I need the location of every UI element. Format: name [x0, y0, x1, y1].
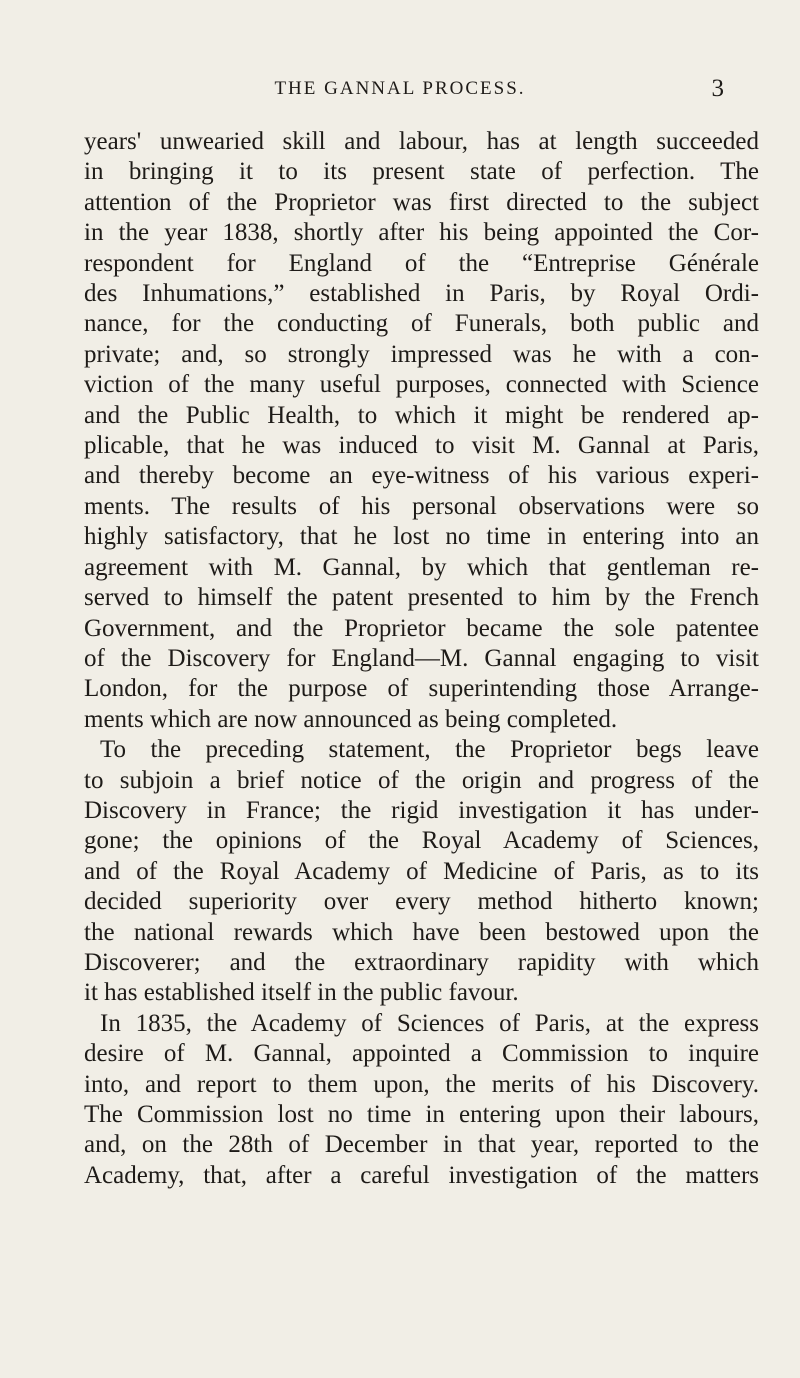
text-line: years' unwearied skill and labour, has at length succeeded [84, 128, 759, 155]
text-line: nance, for the conducting of Funerals, both public and [84, 310, 759, 338]
text-line: Academy, that, after a careful investigation of the matters [84, 1161, 759, 1189]
text-line: Government, and the Proprietor became the sole patentee [84, 614, 759, 642]
text-line: it has established itself in the public favour. [84, 979, 519, 1007]
text-line: The Commission lost no time in entering upon their labours, [84, 1101, 759, 1128]
text-line: decided superiority over every method hitherto known; [84, 888, 759, 916]
text-line: Discovery in France; the rigid investigation it has under- [84, 796, 759, 824]
page-header [0, 75, 800, 106]
text-line: ments which are now announced as being completed. [84, 705, 618, 733]
text-line: ments. The results of his personal observations were so [84, 492, 759, 520]
paragraph-1 [84, 127, 759, 735]
text-line: and, on the 28th of December in that year, reported to the [84, 1131, 759, 1159]
text-line: into, and report to them upon, the merits of his Discovery. [84, 1070, 759, 1098]
text-line: to subjoin a brief notice of the origin and progress of the [84, 766, 759, 794]
paragraph-3 [84, 1009, 759, 1191]
text-line: Discoverer; and the extraordinary rapidity with which [84, 948, 759, 976]
running-title: THE GANNAL PROCESS. [274, 78, 526, 99]
text-line: attention of the Proprietor was first directed to the subject [84, 188, 759, 216]
text-line: London, for the purpose of superintending those Arrange- [84, 675, 759, 703]
text-line: private; and, so strongly impressed was he with a con- [84, 340, 759, 368]
text-line: viction of the many useful purposes, connected with Science [84, 371, 759, 399]
text-line: plicable, that he was induced to visit M. Gannal at Paris, [84, 432, 759, 460]
text-line: and the Public Health, to which it might be rendered ap- [84, 401, 759, 429]
text-line: respondent for England of the “Entreprise Générale [84, 249, 759, 277]
text-line: in bringing it to its present state of perfection. The [84, 158, 759, 186]
body-text [84, 127, 759, 1191]
page-number: 3 [711, 75, 724, 102]
text-line: in the year 1838, shortly after his being appointed the Cor- [84, 219, 759, 247]
text-line: gone; the opinions of the Royal Academy of Sciences, [84, 827, 759, 855]
text-line: In 1835, the Academy of Sciences of Paris, at the express [100, 1009, 759, 1037]
text-line: To the preceding statement, the Proprietor begs leave [100, 736, 759, 764]
text-line: highly satisfactory, that he lost no time in entering into an [84, 523, 759, 551]
text-line: agreement with M. Gannal, by which that gentleman re- [84, 553, 759, 581]
paragraph-2 [84, 735, 759, 1009]
text-line: and of the Royal Academy of Medicine of Paris, as to its [84, 857, 759, 885]
text-line: and thereby become an eye-witness of his various experi- [84, 462, 759, 490]
text-line: served to himself the patent presented to him by the French [84, 584, 759, 612]
text-line: of the Discovery for England—M. Gannal engaging to visit [84, 644, 759, 672]
text-line: the national rewards which have been bestowed upon the [84, 918, 759, 946]
text-line: des Inhumations,” established in Paris, by Royal Ordi- [84, 280, 759, 308]
text-line: desire of M. Gannal, appointed a Commission to inquire [84, 1040, 759, 1068]
